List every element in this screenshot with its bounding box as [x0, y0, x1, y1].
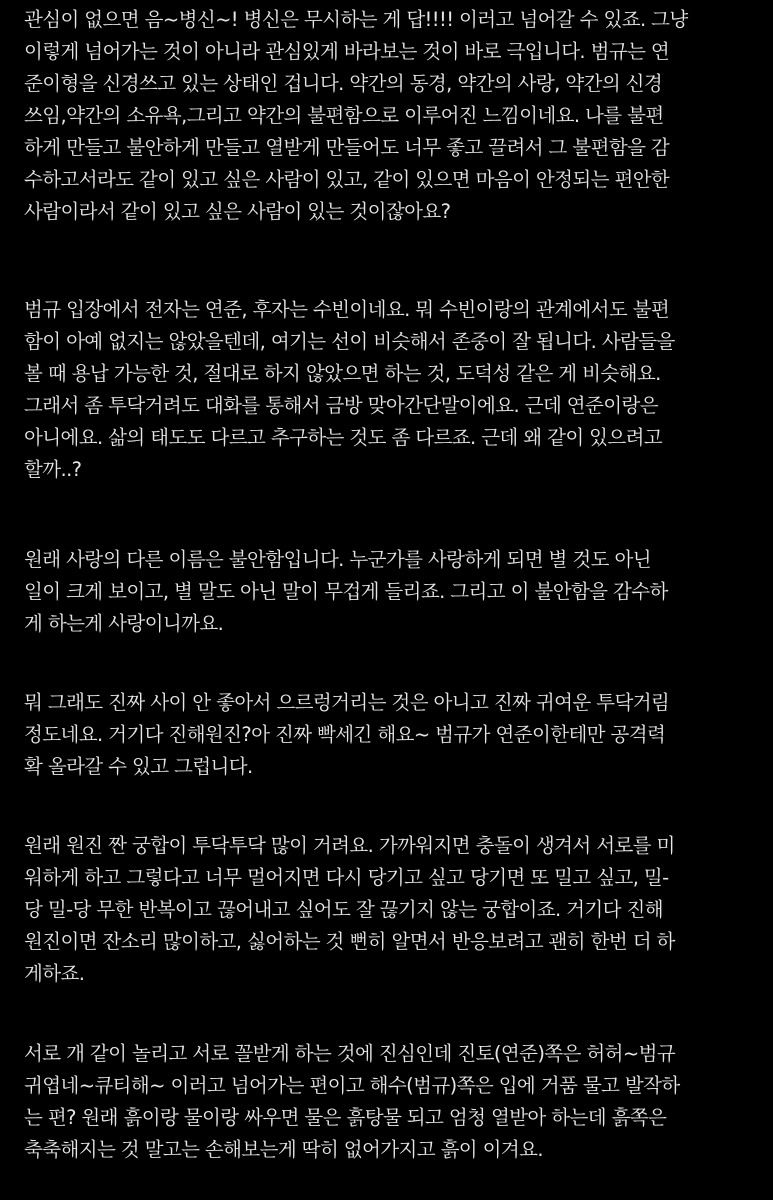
text-line: 뭐 그래도 진짜 사이 안 좋아서 으르렁거리는 것은 아니고 진짜 귀여운 투닥거림 — [24, 691, 670, 714]
text-line: 서로 개 같이 놀리고 서로 꼴받게 하는 것에 진심인데 진토(연준)쪽은 허허~범규 — [24, 1042, 676, 1065]
text-line: 게하죠. — [24, 962, 85, 985]
text-line: 일이 크게 보이고, 별 말도 아닌 말이 무겁게 들리죠. 그리고 이 불안함을 감수하 — [24, 580, 668, 603]
text-line: 이렇게 넘어가는 것이 아니라 관심있게 바라보는 것이 바로 극입니다. 범규는 연 — [24, 40, 670, 63]
text-line: 아니에요. 삶의 태도도 다르고 추구하는 것도 좀 다르죠. 근데 왜 같이 있으려고 — [24, 426, 663, 449]
text-line: 워하게 하고 그렇다고 너무 멀어지면 다시 당기고 싶고 당기면 또 밀고 싶고, 밀- — [24, 866, 669, 889]
text-line: 볼 때 용납 가능한 것, 절대로 하지 않았으면 하는 것, 도덕성 같은 게 비슷해요. — [24, 362, 661, 385]
paragraph — [24, 294, 764, 486]
text-line: 쓰임,약간의 소유욕,그리고 약간의 불편함으로 이루어진 느낌이네요. 나를 불편 — [24, 104, 664, 127]
text-line: 그래서 좀 투닥거려도 대화를 통해서 금방 맞아간단말이에요. 근데 연준이랑은 — [24, 394, 658, 417]
text-line: 할까..? — [24, 458, 82, 481]
text-line: 당 밀-당 무한 반복이고 끊어내고 싶어도 잘 끊기지 않는 궁합이죠. 거기다 진해 — [24, 898, 663, 921]
text-line: 원진이면 잔소리 많이하고, 싫어하는 것 뻔히 알면서 반응보려고 괜히 한번 더 하 — [24, 930, 675, 953]
paragraph — [24, 544, 764, 640]
paragraph — [24, 687, 764, 783]
text-line: 원래 원진 짠 궁합이 투닥투닥 많이 거려요. 가까워지면 충돌이 생겨서 서로를 미 — [24, 834, 675, 857]
text-line: 수하고서라도 같이 있고 싶은 사람이 있고, 같이 있으면 마음이 안정되는 편안한 — [24, 168, 670, 191]
text-line: 축축해지는 것 말고는 손해보는게 딱히 없어가지고 흙이 이겨요. — [24, 1138, 543, 1161]
text-line: 는 편? 원래 흙이랑 물이랑 싸우면 물은 흙탕물 되고 엄청 열받아 하는데 흙쪽은 — [24, 1106, 667, 1129]
text-line: 범규 입장에서 전자는 연준, 후자는 수빈이네요. 뭐 수빈이랑의 관계에서도 불편 — [24, 298, 670, 321]
text-line: 준이형을 신경쓰고 있는 상태인 겁니다. 약간의 동경, 약간의 사랑, 약간의 신경 — [24, 72, 663, 95]
text-line: 게 하는게 사랑이니까요. — [24, 612, 224, 635]
paragraph — [24, 1038, 764, 1166]
text-line: 관심이 없으면 음~병신~! 병신은 무시하는 게 답!!!! 이러고 넘어갈 수 있죠. 그냥 — [24, 8, 688, 31]
text-line: 하게 만들고 불안하게 만들고 열받게 만들어도 너무 좋고 끌려서 그 불편함을 감 — [24, 136, 670, 159]
paragraph — [24, 830, 764, 990]
text-line: 사람이라서 같이 있고 싶은 사람이 있는 것이잖아요? — [24, 200, 451, 223]
text-line: 원래 사랑의 다른 이름은 불안함입니다. 누군가를 사랑하게 되면 별 것도 아닌 — [24, 548, 651, 571]
paragraph — [24, 4, 764, 228]
text-line: 귀엽네~큐티해~ 이러고 넘어가는 편이고 해수(범규)쪽은 입에 거품 물고 발작하 — [24, 1074, 680, 1097]
text-line: 확 올라갈 수 있고 그럽니다. — [24, 755, 253, 778]
text-line: 정도네요. 거기다 진해원진?아 진짜 빡세긴 해요~ 범규가 연준이한테만 공격력 — [24, 723, 666, 746]
text-line: 함이 아예 없지는 않았을텐데, 여기는 선이 비슷해서 존중이 잘 됩니다. 사람들을 — [24, 330, 675, 353]
